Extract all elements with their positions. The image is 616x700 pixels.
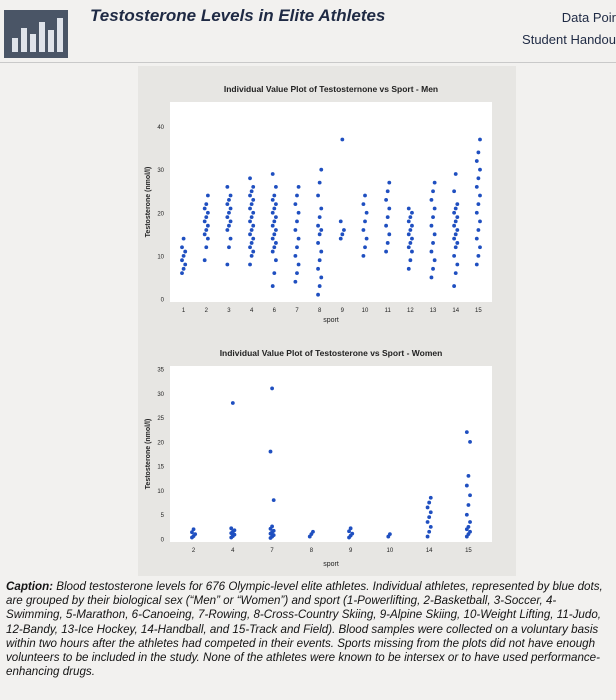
data-point [340, 138, 344, 142]
data-point [318, 215, 322, 219]
data-point [407, 232, 411, 236]
x-tick-label: 9 [340, 308, 345, 314]
x-tick-label: 14 [452, 308, 460, 314]
data-point [180, 258, 184, 262]
x-tick-label: 4 [249, 308, 254, 314]
data-point [478, 245, 482, 249]
data-point [408, 228, 412, 232]
x-tick-label: 2 [191, 548, 196, 554]
data-point [251, 211, 255, 215]
x-axis-label: sport [323, 561, 339, 568]
data-point [410, 250, 414, 254]
data-point [250, 189, 254, 193]
data-point [467, 503, 471, 507]
data-point [225, 263, 229, 267]
data-point [248, 194, 252, 198]
data-point [203, 207, 207, 211]
data-point [475, 159, 479, 163]
y-tick-label: 35 [157, 367, 164, 374]
data-point [229, 194, 233, 198]
data-point [274, 241, 278, 245]
data-point [407, 267, 411, 271]
data-point [183, 263, 187, 267]
data-point [180, 245, 184, 249]
data-point [454, 232, 458, 236]
data-point [227, 224, 231, 228]
x-tick-label: 13 [429, 308, 437, 314]
data-point [454, 245, 458, 249]
data-point [342, 228, 346, 232]
data-point [319, 228, 323, 232]
data-point [297, 263, 301, 267]
figure-caption [6, 580, 610, 679]
x-tick-label: 11 [384, 308, 391, 314]
data-point [427, 501, 431, 505]
data-point [229, 526, 233, 530]
data-point [454, 271, 458, 275]
data-point [452, 211, 456, 215]
data-point [227, 211, 231, 215]
y-tick-label: 25 [157, 416, 164, 423]
data-point [293, 228, 297, 232]
data-point [475, 211, 479, 215]
data-point [427, 530, 431, 534]
data-point [269, 450, 273, 454]
data-point [384, 224, 388, 228]
x-tick-label: 9 [348, 548, 353, 554]
data-point [478, 168, 482, 172]
x-tick-label: 7 [270, 548, 274, 554]
data-point [452, 224, 456, 228]
data-point [388, 532, 392, 536]
data-point [476, 254, 480, 258]
data-point [433, 258, 437, 262]
y-tick-label: 30 [157, 168, 164, 175]
data-point [433, 181, 437, 185]
data-point [225, 228, 229, 232]
data-point [339, 220, 343, 224]
data-point [478, 194, 482, 198]
data-point [430, 198, 434, 202]
data-point [271, 224, 275, 228]
data-point [349, 526, 353, 530]
data-point [182, 254, 186, 258]
data-point [316, 293, 320, 297]
data-point [318, 284, 322, 288]
data-point [429, 496, 433, 500]
data-point [468, 493, 472, 497]
data-point [271, 198, 275, 202]
data-point [408, 241, 412, 245]
data-point [476, 176, 480, 180]
data-point [225, 185, 229, 189]
data-point [475, 185, 479, 189]
plot-area [170, 102, 492, 302]
data-point-tag: Data Poir [561, 10, 616, 25]
data-point [465, 430, 469, 434]
data-point [182, 237, 186, 241]
data-point [316, 241, 320, 245]
data-point [476, 228, 480, 232]
student-handout-tag: Student Handou [522, 32, 616, 47]
data-point [248, 263, 252, 267]
x-tick-label: 7 [295, 308, 299, 314]
data-point [231, 401, 235, 405]
data-point [248, 207, 252, 211]
data-point [203, 258, 207, 262]
data-point [204, 245, 208, 249]
data-point [271, 172, 275, 176]
caption-text: Blood testosterone levels for 676 Olympic-level elite athletes. Individual athletes, represented by blue dots, are grouped by their biological sex (“Men” or “Women”) and sport (1-Powerlifting, 2-Basketball, 3-Soccer, 4-Swimming, 5-Marathon, 6-Canoeing, 7-Rowing, 8-Cross-Country Skiing, 9-Alpine Skiing, 10-Weight Lifting, 11-Judo, 12-Bandy, 13-Ice Hockey, 14-Handball, and 15-Track and Field). Blood samples were collected on a voluntary basis within two hours after the athletes had competed in their events. Sports missing from the plots did not have enough volunteers to be included in the study. None of the athletes were known to be intersex or to have used performance-enhancing drugs. [6, 580, 603, 679]
data-point [250, 215, 254, 219]
y-tick-label: 10 [157, 254, 164, 261]
data-point [455, 228, 459, 232]
data-point [293, 254, 297, 258]
data-point [433, 207, 437, 211]
data-point [204, 215, 208, 219]
data-point [206, 224, 210, 228]
x-tick-label: 3 [227, 308, 231, 314]
data-point [293, 280, 297, 284]
data-point [206, 211, 210, 215]
y-tick-label: 0 [160, 297, 164, 304]
data-point [454, 172, 458, 176]
data-point [467, 525, 471, 529]
data-point [363, 194, 367, 198]
data-point [478, 220, 482, 224]
data-point [407, 207, 411, 211]
x-tick-label: 8 [317, 308, 322, 314]
data-point [319, 276, 323, 280]
data-point [192, 527, 196, 531]
data-point [180, 271, 184, 275]
data-point [274, 202, 278, 206]
data-point [233, 528, 237, 532]
data-point [455, 215, 459, 219]
x-tick-label: 15 [465, 548, 472, 554]
plot-area [170, 366, 492, 542]
x-tick-label: 8 [309, 548, 314, 554]
data-point [363, 245, 367, 249]
x-axis-label: sport [323, 317, 339, 324]
data-point [297, 237, 301, 241]
data-point [274, 228, 278, 232]
data-point [204, 202, 208, 206]
chart-title: Individual Value Plot of Testosternone vs Sport - Men [223, 84, 439, 94]
data-point [452, 237, 456, 241]
data-point [316, 194, 320, 198]
data-point [452, 254, 456, 258]
data-point [431, 189, 435, 193]
data-point [274, 185, 278, 189]
data-point [316, 224, 320, 228]
y-tick-label: 15 [157, 464, 164, 471]
data-point [225, 215, 229, 219]
data-point [408, 258, 412, 262]
data-point [311, 530, 315, 534]
data-point [272, 194, 276, 198]
data-point [272, 232, 276, 236]
y-axis-label: Testosterone (nmol/l) [145, 418, 152, 490]
data-point [293, 202, 297, 206]
data-point [193, 532, 197, 536]
data-point [271, 237, 275, 241]
y-tick-label: 20 [157, 211, 164, 218]
y-tick-label: 5 [160, 513, 164, 520]
document-title: Testosterone Levels in Elite Athletes [90, 6, 386, 25]
data-point [363, 220, 367, 224]
data-point [407, 245, 411, 249]
data-point [250, 241, 254, 245]
x-tick-label: 4 [231, 548, 235, 554]
data-point [203, 220, 207, 224]
data-point [318, 181, 322, 185]
y-axis-label: Testosterone (nmol/l) [145, 166, 152, 238]
data-point [430, 250, 434, 254]
data-point [251, 185, 255, 189]
data-point [410, 237, 414, 241]
data-point [339, 237, 343, 241]
data-point [465, 484, 469, 488]
data-point [362, 254, 366, 258]
y-tick-label: 40 [157, 125, 164, 132]
data-point [468, 520, 472, 524]
y-tick-label: 20 [157, 440, 164, 447]
data-point [427, 515, 431, 519]
data-point [455, 241, 459, 245]
x-tick-label: 6 [272, 308, 276, 314]
x-tick-label: 10 [361, 308, 369, 314]
data-point [387, 232, 391, 236]
data-point [362, 202, 366, 206]
data-point [248, 232, 252, 236]
caption-lead: Caption: [6, 580, 54, 593]
x-tick-label: 10 [386, 548, 394, 554]
data-point [429, 525, 433, 529]
data-point [452, 284, 456, 288]
data-point [350, 532, 354, 536]
y-tick-label: 10 [157, 488, 164, 495]
data-point [318, 232, 322, 236]
data-point [387, 181, 391, 185]
data-point [271, 250, 275, 254]
data-point [410, 211, 414, 215]
y-tick-label: 0 [160, 537, 164, 544]
x-tick-label: 12 [407, 308, 414, 314]
data-point [431, 215, 435, 219]
data-point [431, 267, 435, 271]
data-point [250, 228, 254, 232]
data-point [272, 245, 276, 249]
x-tick-label: 15 [475, 308, 482, 314]
data-point [248, 220, 252, 224]
data-point [455, 202, 459, 206]
data-point [431, 241, 435, 245]
data-point [251, 224, 255, 228]
data-point [229, 237, 233, 241]
data-point [426, 535, 430, 539]
chart-title: Individual Value Plot of Testosterone vs Sport - Women [219, 348, 443, 358]
data-point [476, 202, 480, 206]
data-point [251, 250, 255, 254]
data-point [272, 498, 276, 502]
data-point [478, 138, 482, 142]
data-point [433, 232, 437, 236]
data-point [384, 198, 388, 202]
data-point [386, 189, 390, 193]
data-point [468, 530, 472, 534]
data-point [365, 211, 369, 215]
x-tick-label: 1 [181, 308, 186, 314]
data-point [248, 245, 252, 249]
data-point [203, 232, 207, 236]
x-tick-label: 14 [425, 548, 433, 554]
data-point [295, 220, 299, 224]
data-point [204, 228, 208, 232]
data-point [270, 524, 274, 528]
data-point [426, 520, 430, 524]
data-point [430, 224, 434, 228]
x-tick-label: 2 [204, 308, 208, 314]
data-point [365, 237, 369, 241]
data-point [387, 207, 391, 211]
data-point [475, 263, 479, 267]
data-point [408, 215, 412, 219]
data-point [430, 276, 434, 280]
data-point [250, 202, 254, 206]
data-point [454, 220, 458, 224]
data-point [295, 194, 299, 198]
data-point [251, 198, 255, 202]
data-point [297, 211, 301, 215]
data-point [229, 207, 233, 211]
data-point [476, 151, 480, 155]
data-point [272, 207, 276, 211]
data-point [319, 207, 323, 211]
data-point [271, 284, 275, 288]
data-point [206, 194, 210, 198]
data-point [386, 215, 390, 219]
data-point [362, 228, 366, 232]
data-point [426, 506, 430, 510]
data-point [295, 271, 299, 275]
data-point [227, 198, 231, 202]
data-point [182, 267, 186, 271]
data-point [316, 267, 320, 271]
data-point [272, 271, 276, 275]
data-point [319, 168, 323, 172]
data-point [225, 202, 229, 206]
data-point [270, 387, 274, 391]
data-point [407, 220, 411, 224]
y-tick-label: 30 [157, 391, 164, 398]
data-point [465, 513, 469, 517]
data-point [410, 224, 414, 228]
data-point [384, 250, 388, 254]
data-point [468, 440, 472, 444]
data-point [475, 237, 479, 241]
data-point [429, 510, 433, 514]
data-point [229, 220, 233, 224]
data-point [274, 215, 278, 219]
data-point [183, 250, 187, 254]
data-point [340, 232, 344, 236]
data-point [295, 245, 299, 249]
data-point [452, 189, 456, 193]
data-point [454, 207, 458, 211]
data-point [386, 241, 390, 245]
data-point [274, 258, 278, 262]
data-point [318, 258, 322, 262]
data-point [467, 474, 471, 478]
data-point [271, 211, 275, 215]
data-point [251, 237, 255, 241]
data-point [250, 254, 254, 258]
data-point [227, 245, 231, 249]
data-point [272, 529, 276, 533]
data-point [297, 185, 301, 189]
data-point [319, 250, 323, 254]
data-point [248, 176, 252, 180]
data-point [272, 220, 276, 224]
data-point [455, 263, 459, 267]
data-point [206, 237, 210, 241]
